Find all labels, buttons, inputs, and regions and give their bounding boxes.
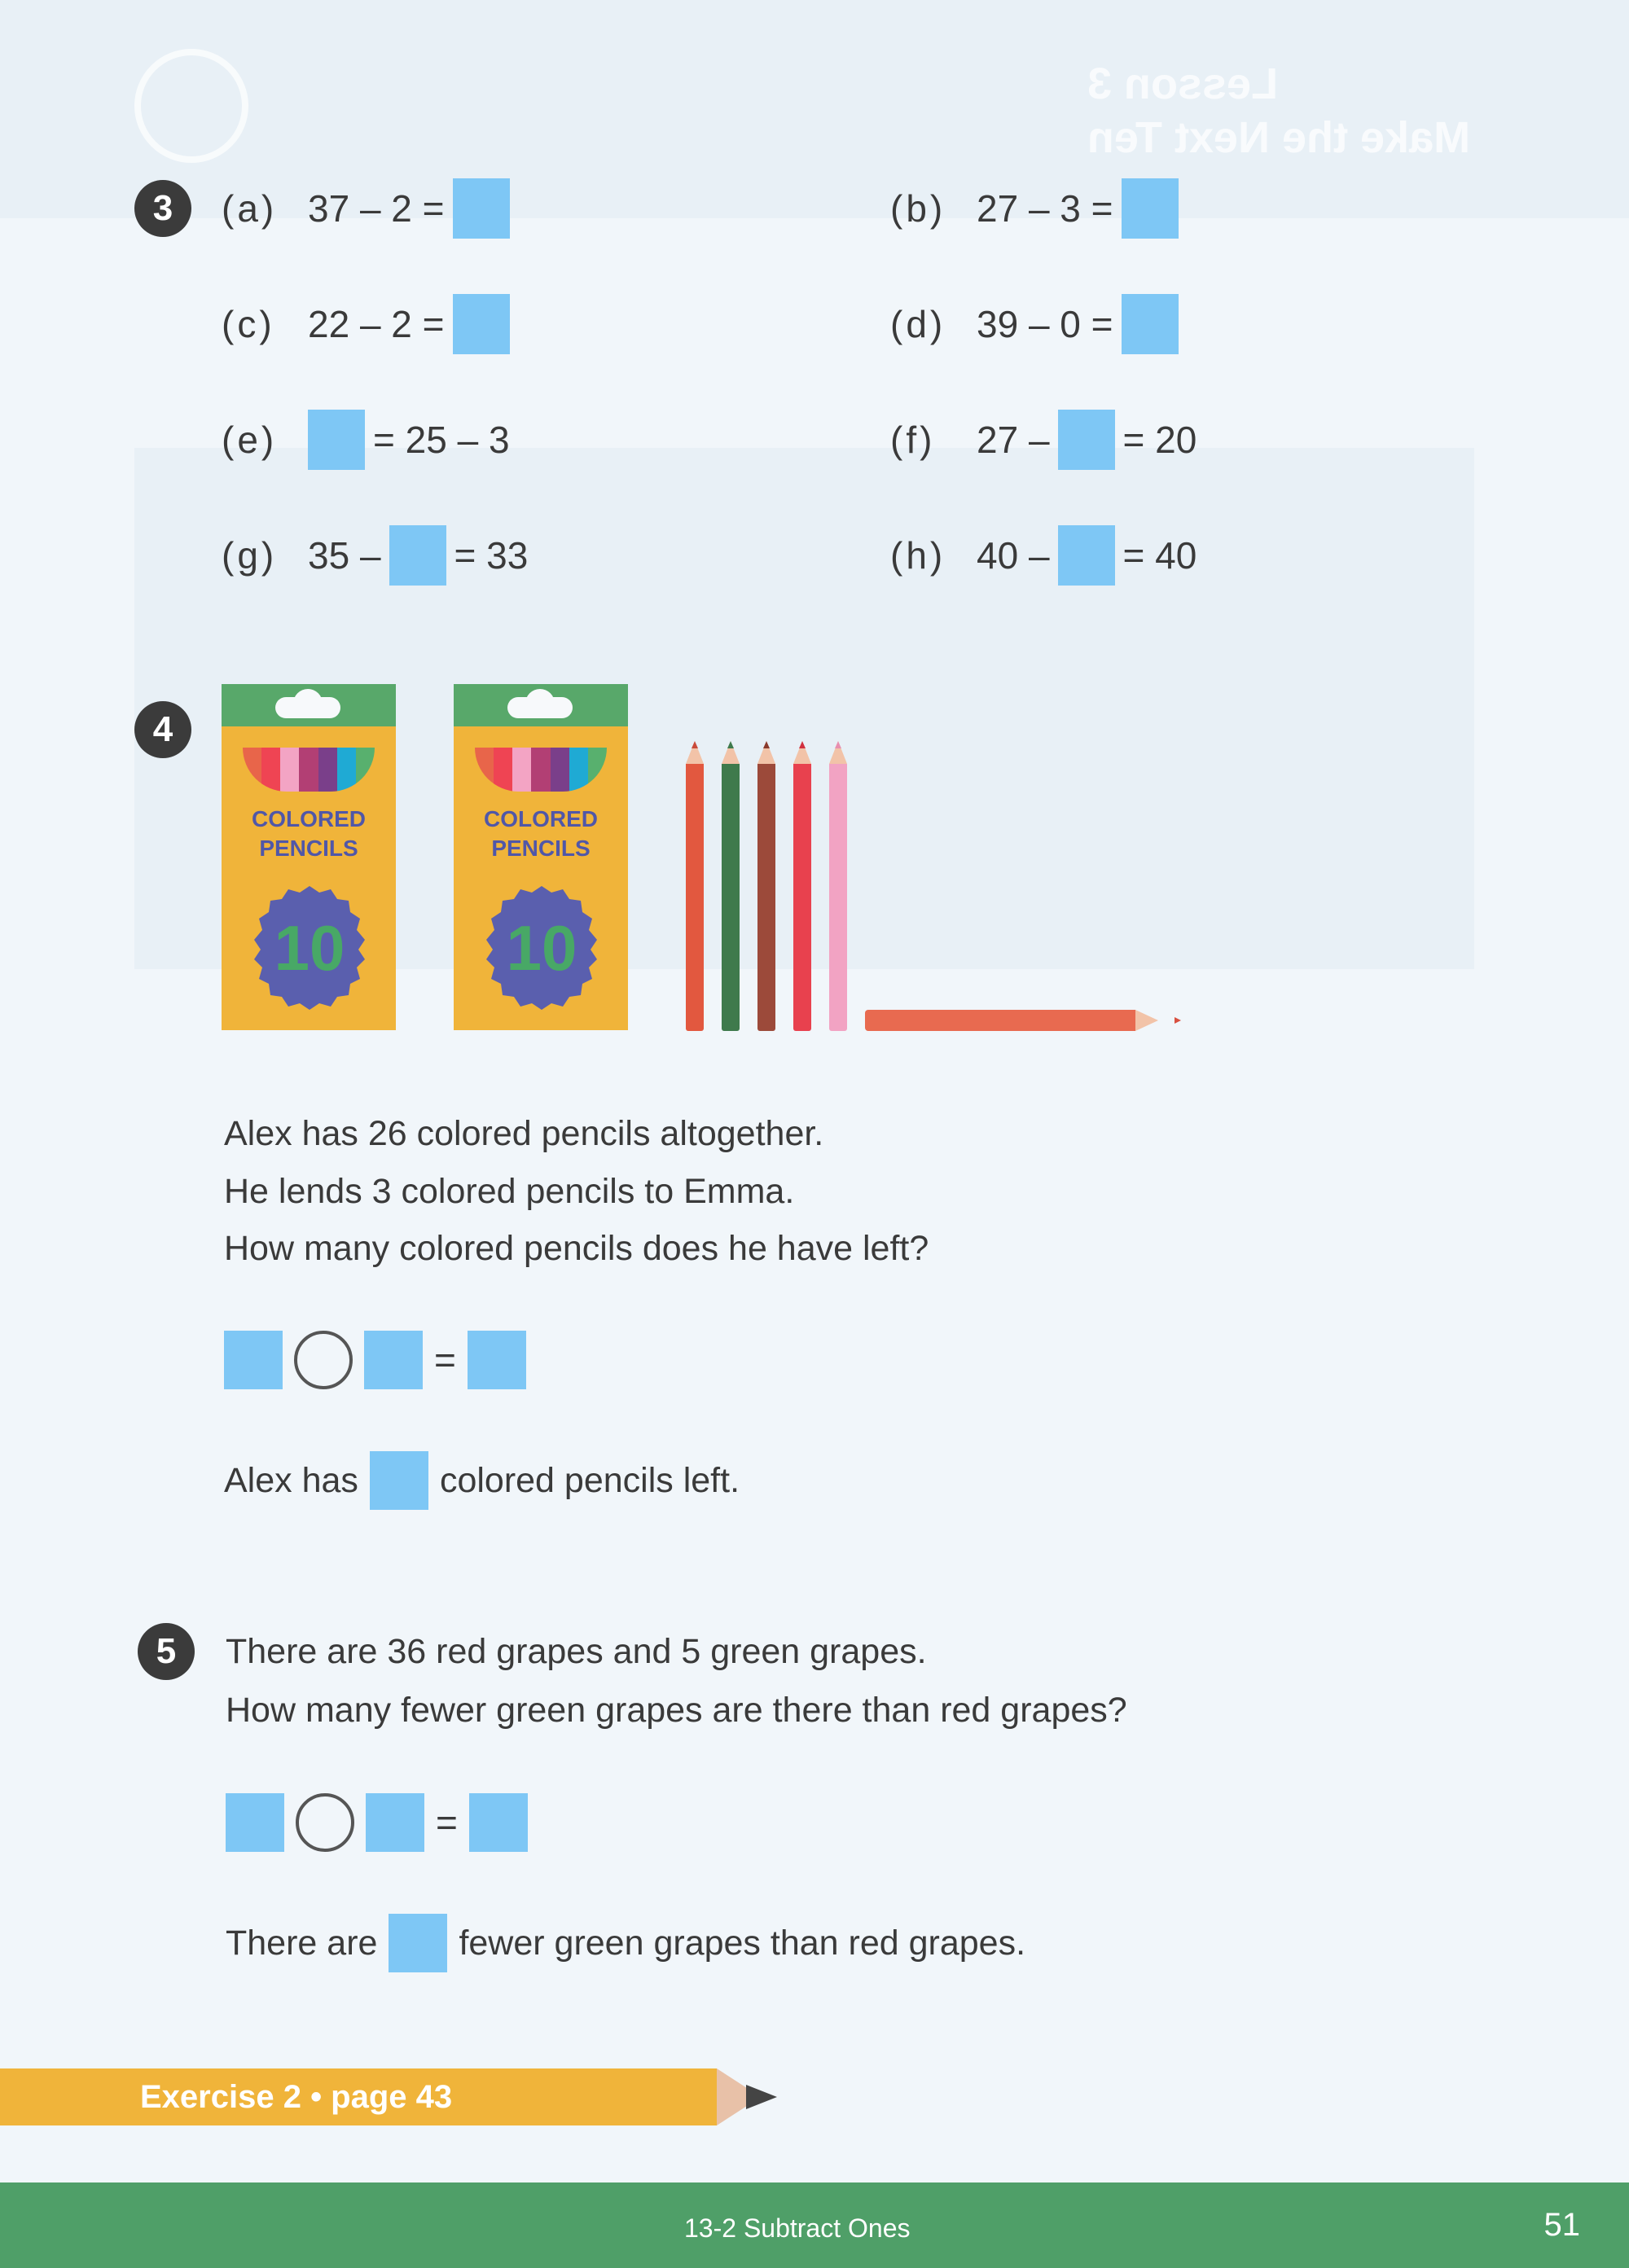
item-label: (e) xyxy=(222,419,278,461)
q5-answer-sentence xyxy=(226,1914,1025,1972)
item-label: (b) xyxy=(890,187,946,230)
expression: 27 – xyxy=(977,419,1050,461)
answer-box[interactable] xyxy=(370,1451,428,1510)
pencil-icon xyxy=(829,741,847,1031)
q5-equation xyxy=(226,1793,528,1852)
answer-prefix: Alex has xyxy=(224,1461,358,1500)
expression: 35 – xyxy=(308,534,381,577)
result-box[interactable] xyxy=(469,1793,528,1852)
expression: = 33 xyxy=(454,534,529,577)
answer-box[interactable] xyxy=(1122,178,1179,239)
item-label: (h) xyxy=(890,534,946,577)
expression: 40 – xyxy=(977,534,1050,577)
answer-suffix: colored pencils left. xyxy=(439,1461,740,1500)
equals-sign: = xyxy=(436,1801,458,1844)
expression: = 40 xyxy=(1122,534,1197,577)
item-label: (g) xyxy=(222,534,278,577)
box-top-flap xyxy=(222,684,396,726)
answer-suffix: fewer green grapes than red grapes. xyxy=(459,1924,1026,1963)
q3-item-c xyxy=(222,294,510,354)
expression: = 20 xyxy=(1122,419,1197,461)
answer-box[interactable] xyxy=(389,525,446,586)
box-count: 10 xyxy=(274,911,345,984)
pencil-box-illustration xyxy=(454,684,628,1030)
page-number: 51 xyxy=(1543,2207,1580,2243)
banner-pencil-lead-icon xyxy=(746,2085,777,2109)
operator-circle[interactable] xyxy=(296,1793,354,1852)
item-label: (c) xyxy=(222,303,275,345)
q4-equation xyxy=(224,1331,526,1389)
pencil-icon xyxy=(793,741,811,1031)
answer-box[interactable] xyxy=(1058,525,1115,586)
answer-prefix: There are xyxy=(226,1924,378,1963)
exercise-reference[interactable]: Exercise 2 • page 43 xyxy=(140,2079,453,2115)
q3-item-a xyxy=(222,178,510,239)
item-label: (f) xyxy=(890,419,936,461)
box-title: COLORED PENCILS xyxy=(484,806,598,861)
question-4-badge: 4 xyxy=(134,701,191,758)
pencil-fan-icon xyxy=(243,748,375,792)
expression: 27 – 3 = xyxy=(977,187,1113,230)
question-3-badge: 3 xyxy=(134,180,191,237)
pencil-icon xyxy=(686,741,704,1031)
q3-item-b xyxy=(890,178,1179,239)
show-through-chapter-circle xyxy=(134,49,248,163)
box-count: 10 xyxy=(506,911,577,984)
result-box[interactable] xyxy=(468,1331,526,1389)
answer-box[interactable] xyxy=(1122,294,1179,354)
box-title: COLORED PENCILS xyxy=(252,806,366,861)
lesson-label: Lesson 3 xyxy=(1087,59,1278,108)
equals-sign: = xyxy=(434,1339,456,1381)
operand-box[interactable] xyxy=(224,1331,283,1389)
question-5-badge: 5 xyxy=(138,1623,195,1680)
pencil-box-illustration xyxy=(222,684,396,1030)
pencil-icon xyxy=(722,741,740,1031)
q3-item-e xyxy=(222,410,510,470)
expression: 37 – 2 = xyxy=(308,187,445,230)
pencil-icon xyxy=(757,741,775,1031)
hang-hole-icon xyxy=(507,697,573,718)
horizontal-pencil-icon xyxy=(865,1010,1158,1031)
q4-line-3: How many colored pencils does he have left? xyxy=(224,1229,929,1268)
q4-line-1: Alex has 26 colored pencils altogether. xyxy=(224,1114,824,1153)
q5-line-2: How many fewer green grapes are there than red grapes? xyxy=(226,1691,1127,1730)
q5-line-1: There are 36 red grapes and 5 green grapes. xyxy=(226,1632,927,1671)
q3-item-f xyxy=(890,410,1197,470)
item-label: (a) xyxy=(222,187,278,230)
hang-hole-icon xyxy=(275,697,340,718)
show-through-lesson-title xyxy=(1087,57,1470,165)
pencil-fan-icon xyxy=(475,748,607,792)
operand-box[interactable] xyxy=(364,1331,423,1389)
answer-box[interactable] xyxy=(1058,410,1115,470)
expression: 22 – 2 = xyxy=(308,303,445,345)
q3-item-h xyxy=(890,525,1197,586)
q4-answer-sentence xyxy=(224,1451,740,1510)
answer-box[interactable] xyxy=(308,410,365,470)
operand-box[interactable] xyxy=(226,1793,284,1852)
answer-box[interactable] xyxy=(453,294,510,354)
section-title: 13-2 Subtract Ones xyxy=(684,2213,911,2243)
q3-item-d xyxy=(890,294,1179,354)
operator-circle[interactable] xyxy=(294,1331,353,1389)
answer-box[interactable] xyxy=(389,1914,447,1972)
item-label: (d) xyxy=(890,303,946,345)
q3-item-g xyxy=(222,525,528,586)
expression: = 25 – 3 xyxy=(373,419,510,461)
lesson-title: Make the Next Ten xyxy=(1087,113,1470,162)
expression: 39 – 0 = xyxy=(977,303,1113,345)
answer-box[interactable] xyxy=(453,178,510,239)
q4-line-2: He lends 3 colored pencils to Emma. xyxy=(224,1172,795,1211)
operand-box[interactable] xyxy=(366,1793,424,1852)
box-top-flap xyxy=(454,684,628,726)
